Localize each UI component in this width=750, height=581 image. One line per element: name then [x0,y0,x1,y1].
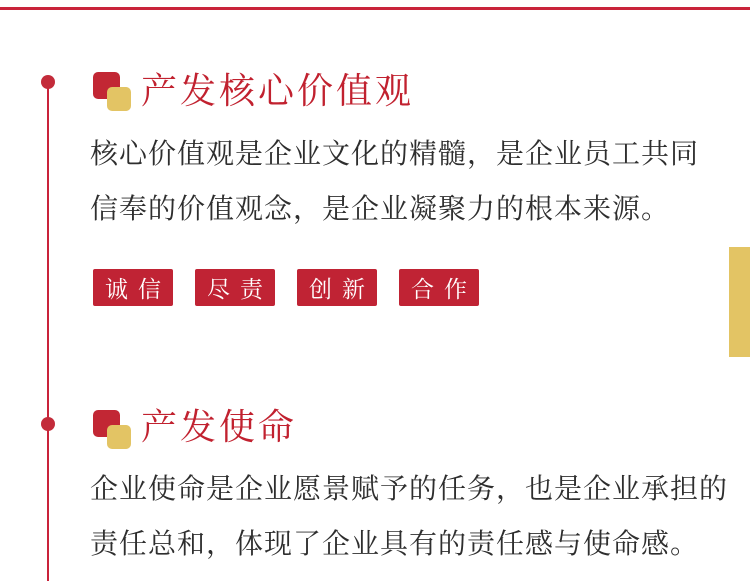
value-tag-innovation: 创新 [297,269,377,306]
value-tag-integrity: 诚信 [93,269,173,306]
value-tags-row [93,269,479,306]
body-line: 信奉的价值观念，是企业凝聚力的根本来源。 [90,193,671,224]
body-line: 企业使命是企业愿景赋予的任务，也是企业承担的 [90,473,729,504]
timeline-dot [41,417,55,431]
top-accent-line [0,7,750,10]
section-title-mission: 产发使命 [141,406,298,447]
gold-square-icon [107,87,131,111]
squares-icon [93,72,134,113]
body-line: 核心价值观是企业文化的精髓，是企业员工共同 [90,138,700,169]
body-line: 责任总和，体现了企业具有的责任感与使命感。 [90,528,700,559]
timeline-dot [41,75,55,89]
value-tag-responsibility: 尽责 [195,269,275,306]
section-title-core-values: 产发核心价值观 [141,70,415,111]
gold-accent-bar [729,247,750,357]
timeline-line [47,82,49,581]
section-body-mission [90,461,728,571]
gold-square-icon [107,425,131,449]
squares-icon [93,410,134,451]
section-body-core-values [90,126,699,236]
value-tag-cooperation: 合作 [399,269,479,306]
